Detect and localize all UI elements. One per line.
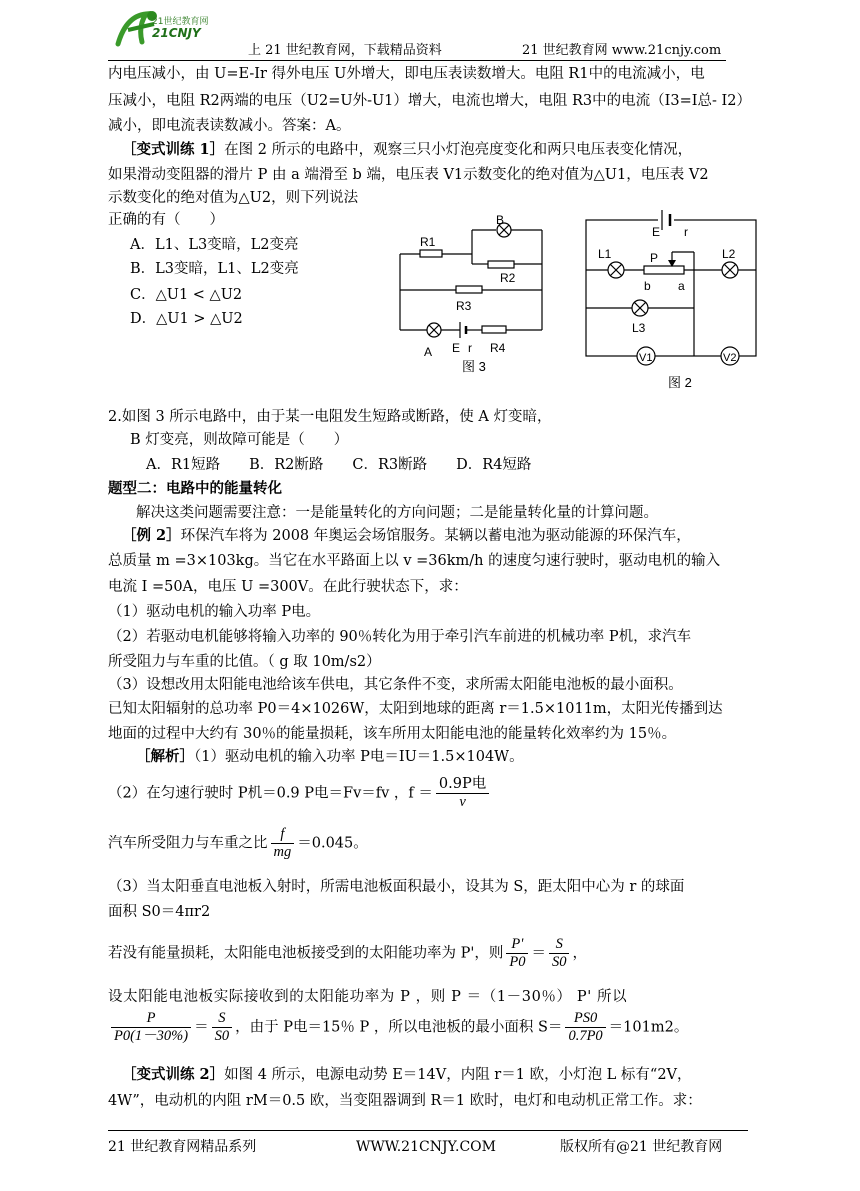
fig2-label: a [678, 279, 685, 293]
body-line: B 灯变亮，则故障可能是（ ） [130, 432, 349, 448]
section-heading: 题型二：电路中的能量转化 [108, 480, 282, 497]
fig2-label: L1 [598, 247, 612, 261]
header-rule [108, 60, 726, 61]
logo-sub: 21CNJY [152, 26, 201, 40]
exercise-1-heading: ［变式训练 1］在图 2 所示的电路中，观察三只小灯泡亮度变化和两只电压表变化情况， [122, 141, 693, 158]
option-d: D．△U1 > △U2 [130, 311, 243, 327]
option-c: C．△U1 < △U2 [130, 287, 243, 303]
body-line: 解决这类问题需要注意：一是能量转化的方向问题；二是能量转化量的计算问题。 [136, 505, 658, 521]
body-line: （3）设想改用太阳能电池给该车供电，其它条件不变，求所需太阳能电池板的最小面积。 [108, 677, 683, 693]
fig2-label: E [652, 225, 661, 239]
body-line: 所受阻力与车重的比值。（ g 取 10m/s2） [108, 654, 381, 670]
fig2-label: L2 [722, 247, 736, 261]
body-line: 示数变化的绝对值为△U2，则下列说法 [108, 190, 359, 206]
fig2-label: L3 [632, 321, 646, 335]
body-line: 设太阳能电池板实际接收到的太阳能功率为 P ，则 P ＝（1－30％） P' 所以 [108, 989, 628, 1005]
figure-2-caption: 图 2 [668, 375, 692, 390]
body-line: 2.如图 3 所示电路中，由于某一电阻发生短路或断路，使 A 灯变暗， [108, 409, 552, 425]
fig2-label: V2 [723, 352, 737, 364]
fig3-label: E [452, 341, 461, 355]
solution-ratio: 汽车所受阻力与车重之比 $\frac{f}{mg}$ ＝0.045。 [108, 826, 368, 860]
fig3-label: R4 [490, 341, 506, 355]
footer-left: 21 世纪教育网精品系列 [108, 1139, 257, 1155]
fig3-label: R3 [456, 299, 472, 313]
body-line: （2）若驱动电机能够将输入功率的 90％转化为用于牵引汽车前进的机械功率 P机，求汽车 [108, 629, 692, 645]
question-2-options: A．R1短路 B．R2断路 C．R3断路 D．R4短路 [146, 457, 532, 473]
body-line: 面积 S0＝4πr2 [108, 904, 211, 920]
solution-step-3e: $\frac{P}{P0(1-30\%)}$ ＝ $\frac{S}{S0}$ ，由于 P电＝15％ P ，所以电池板的最小面积 S＝ $\frac{PS0}{0.7P0}$ ＝101m2。 [108, 1010, 688, 1045]
fig2-label: P [650, 251, 659, 265]
body-line: 4W”，电动机的内阻 rM＝0.5 欧，当变阻器调到 R＝1 欧时，电灯和电动机正常工作。求： [108, 1093, 702, 1109]
example-2-heading: ［例 2］环保汽车将为 2008 年奥运会场馆服务。某辆以蓄电池为驱动能源的环保汽车， [122, 527, 691, 544]
header-left: 上 21 世纪教育网，下载精品资料 [248, 43, 442, 58]
figure-3-circuit [392, 214, 562, 374]
fig2-label: r [684, 225, 688, 239]
body-line: 已知太阳辐射的总功率 P0＝4×1026W，太阳到地球的距离 r＝1.5×1011m，太阳光传播到达 [108, 701, 723, 717]
figure-2-circuit [578, 204, 768, 374]
body-line: 如果滑动变阻器的滑片 P 由 a 端滑至 b 端，电压表 V1示数变化的绝对值为△U1，电压表 V2 [108, 167, 709, 183]
fig3-label: A [424, 345, 433, 359]
fig2-label: V1 [639, 352, 653, 364]
body-line: 电流 I =50A，电压 U =300V。在此行驶状态下，求： [108, 579, 468, 595]
option-b: B．L3变暗，L1、L2变亮 [130, 261, 299, 277]
body-line: （3）当太阳垂直电池板入射时，所需电池板面积最小，设其为 S，距太阳中心为 r 的球面 [108, 879, 685, 895]
footer-link[interactable]: WWW.21CNJY.COM [356, 1139, 496, 1155]
exercise-2-heading: ［变式训练 2］如图 4 所示，电源电动势 E＝14V，内阻 r＝1 欧，小灯泡 L 标有“2V， [122, 1066, 692, 1083]
solution-step-2: （2）在匀速行驶时 P机＝0.9 P电＝Fv＝fv ，f ＝ $\frac{\text{0.9P电}}{v}$ [108, 776, 492, 811]
figure-3-caption: 图 3 [462, 359, 486, 374]
fig3-label: B [496, 214, 505, 227]
logo-text: 21世纪教育网 [152, 17, 209, 27]
body-line: 减小，即电流表读数减小。答案：A。 [108, 118, 351, 134]
solution-step-3c: 若没有能量损耗，太阳能电池板接受到的太阳能功率为 P'，则 $\frac{P'}{P0}$ ＝ $\frac{S}{S0}$ ， [108, 936, 587, 970]
fig2-label: b [644, 279, 651, 293]
footer-rule [108, 1130, 748, 1131]
fig3-label: R1 [420, 235, 436, 249]
body-line: 内电压减小，由 U=E-Ir 得外电压 U外增大，即电压表读数增大。电阻 R1中的电流减小，电 [108, 66, 705, 82]
body-line: 总质量 m =3×103kg。当它在水平路面上以 v =36km/h 的速度匀速行驶时，驱动电机的输入 [108, 553, 721, 569]
footer-right: 版权所有@21 世纪教育网 [560, 1139, 723, 1155]
solution-heading: ［解析］（1）驱动电机的输入功率 P电＝IU＝1.5×104W。 [136, 748, 524, 765]
option-a: A．L1、L3变暗，L2变亮 [130, 237, 299, 253]
body-line: 正确的有（ ） [108, 212, 224, 228]
body-line: 压减小，电阻 R2两端的电压（U2=U外-U1）增大，电流也增大，电阻 R3中的电流（I3=I总- I2） [108, 93, 751, 109]
fig3-label: r [468, 341, 472, 355]
header-right: 21 世纪教育网 www.21cnjy.com [522, 43, 722, 58]
body-line: （1）驱动电机的输入功率 P电。 [108, 604, 321, 620]
body-line: 地面的过程中大约有 30％的能量损耗，该车所用太阳能电池的能量转化效率约为 15％。 [108, 726, 677, 742]
fig3-label: R2 [500, 271, 516, 285]
